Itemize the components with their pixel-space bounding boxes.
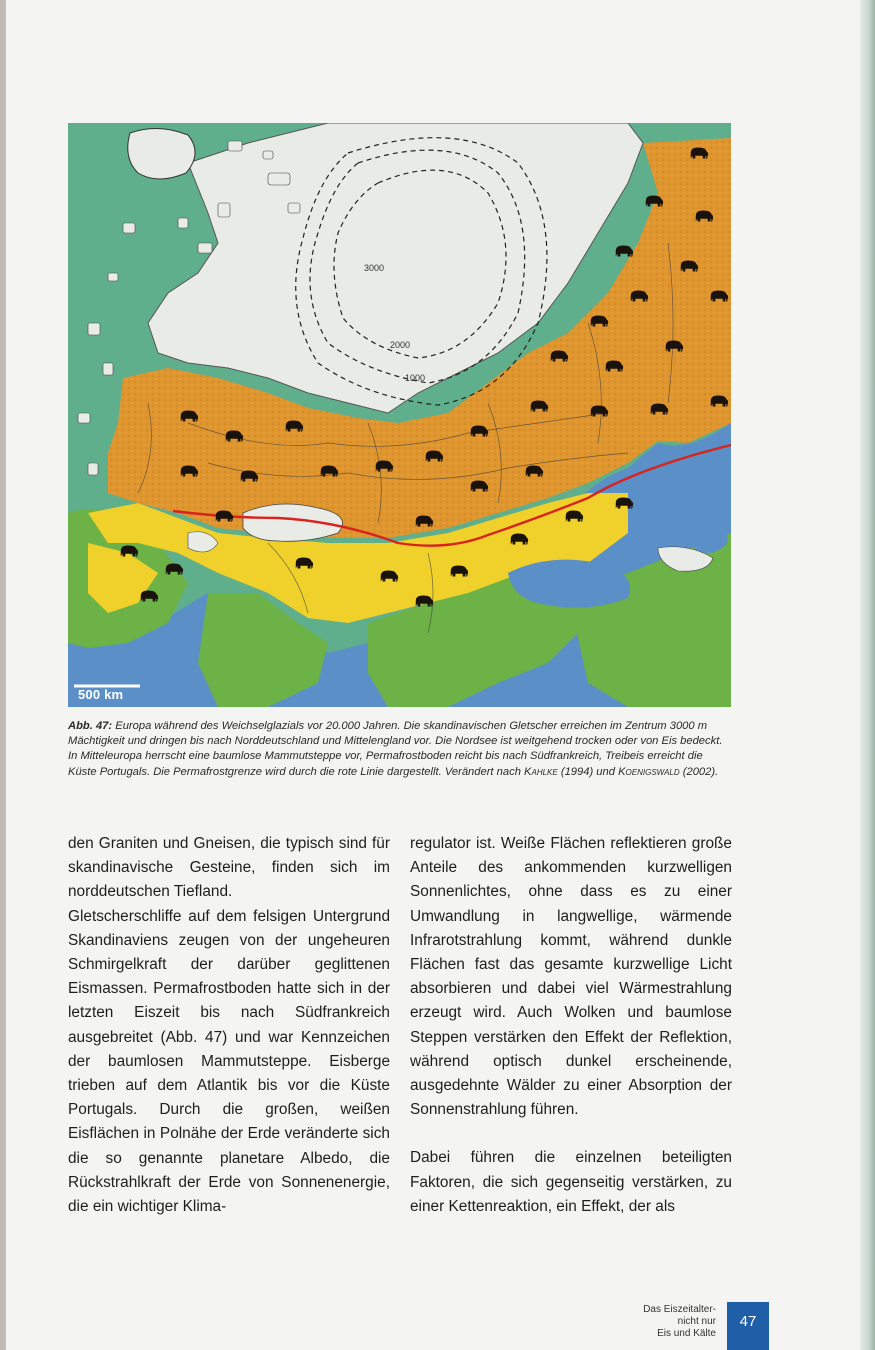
running-head-line: Das Eiszeitalter- [643,1304,716,1315]
contour-label-3000: 3000 [364,263,385,273]
paragraph: den Graniten und Gneisen, die typisch sind für skandinavische Gesteine, finden sich im norddeutschen Tiefland. [68,835,390,901]
caption-author-koenigswald: Koenigswald [618,765,680,778]
europe-ice-age-map [68,123,731,707]
scale-bar-label: 500 km [78,687,124,702]
caption-text-3: (2002). [679,765,719,778]
map-svg [68,123,731,707]
body-column-right [410,832,732,1219]
paragraph: Gletscherschliffe auf dem felsigen Untergrund Skandinaviens zeugen von der ungeheuren Schmirgelkraft der darüber geglittenen Eismassen. Permafrostboden hatte sich in der letzten Eiszeit bis nach Südfrankreich ausgebreitet (Abb. 47) und war Kennzeichen der baumlosen Mammutsteppe. Eisberge trieben auf dem Atlantik bis vor die Küste Portugals. Durch die großen, weißen Eisflächen in Polnähe der Erde veränderte sich die so genannte planetare Albedo, die Rückstrahlkraft der Erde von Sonnenenergie, die ein wichtiger Klima- [68,907,390,1216]
iceland-ice [128,128,195,179]
paragraph: Dabei führen die einzelnen beteiligten Faktoren, die sich gegenseitig verstärken, zu einer Kettenreaktion, ein Effekt, der als [410,1149,732,1215]
running-head [636,1304,716,1340]
page-edge [860,0,875,1350]
figure-caption [68,719,732,780]
contour-label-2000: 2000 [390,340,411,350]
paragraph: regulator ist. Weiße Flächen reflektieren große Anteile des ankommenden kurzwelligen Sonnenlichtes, ohne dass es zu einer Umwandlung in langwellige, wärmende Infrarotstrahlung kommt, während dunkle Flächen fast das gesamte kurzwellige Licht absorbieren und dabei viel Wärmestrahlung erzeugt wird. Auch Wolken und baumlose Steppen verstärken den Effekt der Reflektion, während optisch dunkel erscheinende, ausgedehnte Wälder zu einer Absorption der Sonnenstrahlung führen. [410,835,732,1119]
body-column-left [68,832,390,1219]
running-head-line: nicht nur [677,1316,716,1327]
figure-label: Abb. 47: [68,720,113,732]
running-head-line: Eis und Kälte [657,1328,716,1339]
caption-author-kahlke: Kahlke [524,765,558,778]
page-number: 47 [727,1302,769,1350]
caption-text-2: (1994) und [557,765,619,778]
caption-text: Europa während des Weichselglazials vor 20.000 Jahren. Die skandinavischen Gletscher erreichen im Zentrum 3000 m Mächtigkeit und dringen bis nach Norddeutschland und Mittelengland vor. Die Nordsee ist weitgehend trocken oder von Eis bedeckt. In Mitteleuropa herrscht eine baumlose Mammutsteppe vor, Permafrostboden reicht bis nach Südfrankreich, Treibeis erreicht die Küste Portugals. Die Permafrostgrenze wird durch die rote Linie dargestellt. Verändert nach [68,720,723,778]
contour-label-1000: 1000 [405,373,426,383]
